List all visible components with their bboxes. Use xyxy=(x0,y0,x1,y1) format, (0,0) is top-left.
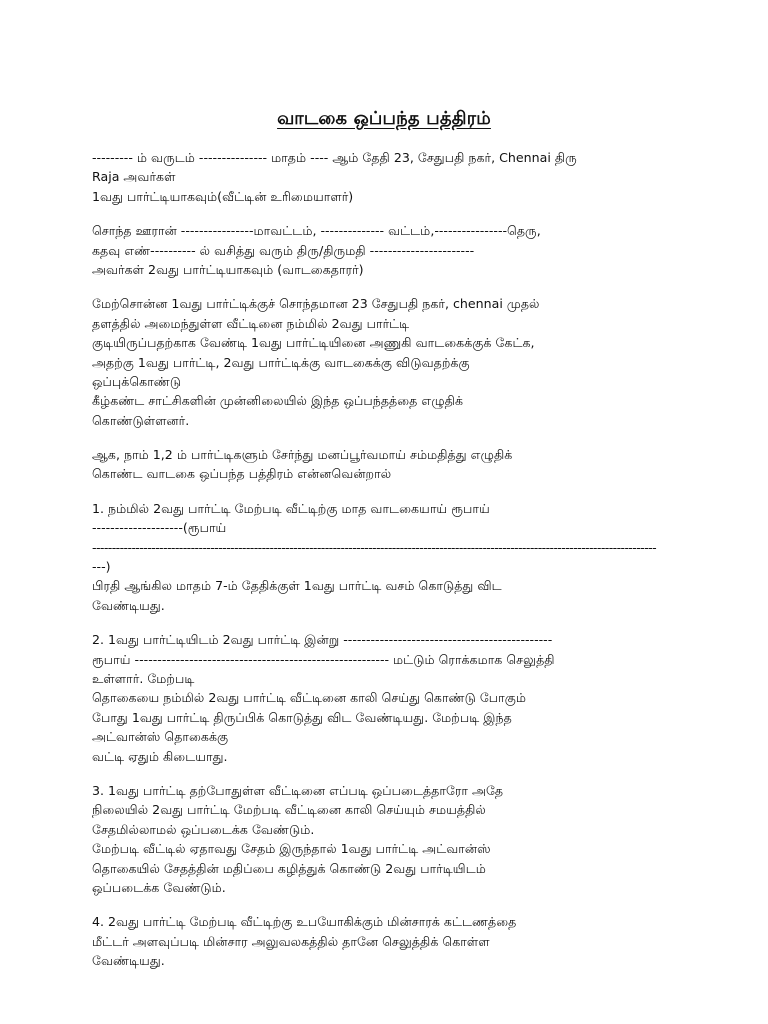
paragraph-line: தொகையை நம்மில் 2வது பார்ட்டி வீட்டினை காலி செய்து கொண்டு போகும் xyxy=(92,690,526,706)
paragraph-line: மேற்படி வீட்டில் ஏதாவது சேதம் இருந்தால் 1வது பார்ட்டி அட்வான்ஸ் xyxy=(92,841,491,857)
paragraph-line: மீட்டர் அளவுப்படி மின்சார அலுவலகத்தில் தானே செலுத்திக் கொள்ள xyxy=(92,933,490,949)
paragraph-agreement-intro xyxy=(92,445,682,484)
clause-1 xyxy=(92,499,682,615)
paragraph-line: உள்ளார். மேற்படி xyxy=(92,670,195,686)
paragraph-line: ஒப்புக்கொண்டு xyxy=(92,373,182,389)
paragraph-line: சொந்த ஊரான் ----------------மாவட்டம், -------------- வட்டம்,----------------தெரு, xyxy=(92,223,541,239)
paragraph-line: Raja அவர்கள் xyxy=(92,169,176,185)
paragraph-line: வேண்டியது. xyxy=(92,597,165,613)
paragraph-line: ரூபாய் -------------------------------------------------------- மட்டும் ரொக்கமாக செலுத்தி xyxy=(92,651,555,667)
paragraph-line: சேதமில்லாமல் ஒப்படைக்க வேண்டும். xyxy=(92,821,315,837)
paragraph-line: மேற்சொன்ன 1வது பார்ட்டிக்குச் சொந்தமான 23 சேதுபதி நகர், chennai முதல் xyxy=(92,296,540,312)
paragraph-line: போது 1வது பார்ட்டி திருப்பிக் கொடுத்து விட வேண்டியது. மேற்படி இந்த xyxy=(92,709,512,725)
paragraph-line: 2. 1வது பார்ட்டியிடம் 2வது பார்ட்டி இன்று ---------------------------------------------- xyxy=(92,632,553,648)
paragraph-line: அதற்கு 1வது பார்ட்டி, 2வது பார்ட்டிக்கு வாடகைக்கு விடுவதற்க்கு xyxy=(92,354,470,370)
paragraph-line: கீழ்கண்ட சாட்சிகளின் முன்னிலையில் இந்த ஒப்பந்தத்தை எழுதிக் xyxy=(92,393,464,409)
paragraph-line: 1வது பார்ட்டியாகவும்(வீட்டின் உரிமையாளர்) xyxy=(92,188,354,204)
amount-blank-line: ----------------------------------------------------------------------------------------------------------------------------------------------- xyxy=(92,539,657,555)
paragraph-line: கதவு எண்---------- ல் வசித்து வரும் திரு/திருமதி ----------------------- xyxy=(92,242,475,258)
paragraph-line: அவர்கள் 2வது பார்ட்டியாகவும் (வாடகைதாரர்) xyxy=(92,261,364,277)
paragraph-spacer xyxy=(92,484,682,499)
paragraph-spacer xyxy=(92,766,682,781)
clause-2 xyxy=(92,630,682,766)
paragraph-spacer xyxy=(92,206,682,221)
paragraph-line: 1. நம்மில் 2வது பார்ட்டி மேற்படி வீட்டிற்கு மாத வாடகையாய் ரூபாய் xyxy=(92,500,490,516)
paragraph-line: ஒப்படைக்க வேண்டும். xyxy=(92,879,226,895)
paragraph-line: கொண்டுள்ளனர். xyxy=(92,412,190,428)
paragraph-preamble xyxy=(92,294,682,430)
paragraph-line: கொண்ட வாடகை ஒப்பந்த பத்திரம் என்னவென்றால் xyxy=(92,466,392,482)
paragraph-line: நிலையில் 2வது பார்ட்டி மேற்படி வீட்டினை காலி செய்யும் சமயத்தில் xyxy=(92,802,486,818)
paragraph-line: பிரதி ஆங்கில மாதம் 7-ம் தேதிக்குள் 1வது பார்ட்டி வசம் கொடுத்து விட xyxy=(92,578,502,594)
paragraph-spacer xyxy=(92,897,682,912)
paragraph-line: --------------------(ரூபாய் xyxy=(92,520,227,536)
paragraph-line: --------- ம் வருடம் --------------- மாதம் ---- ஆம் தேதி 23, சேதுபதி நகர், Chennai திரு xyxy=(92,150,577,165)
clause-4 xyxy=(92,912,682,970)
paragraph-line: 3. 1வது பார்ட்டி தற்போதுள்ள வீட்டினை எப்படி ஒப்படைத்தாரோ அதே xyxy=(92,782,504,798)
paragraph-intro xyxy=(92,148,682,206)
paragraph-line: தொகையில் சேதத்தின் மதிப்பை கழித்துக் கொண்டு 2வது பார்டியிடம் xyxy=(92,860,486,876)
paragraph-spacer xyxy=(92,279,682,294)
paragraph-spacer xyxy=(92,615,682,630)
paragraph-line: குடியிருப்பதற்காக வேண்டி 1வது பார்ட்டியினை அணுகி வாடகைக்குக் கேட்க, xyxy=(92,335,535,351)
paragraph-line: அட்வான்ஸ் தொகைக்கு xyxy=(92,729,229,745)
paragraph-spacer xyxy=(92,430,682,445)
clause-3 xyxy=(92,781,682,897)
paragraph-line: ---) xyxy=(92,559,111,575)
paragraph-second-party xyxy=(92,221,682,279)
paragraph-line: தளத்தில் அமைந்துள்ள வீட்டினை நம்மில் 2வது பார்ட்டி xyxy=(92,315,410,331)
paragraph-line: ஆக, நாம் 1,2 ம் பார்ட்டிகளும் சேர்ந்து மனப்பூர்வமாய் சம்மதித்து எழுதிக் xyxy=(92,447,513,463)
document-body xyxy=(92,148,682,970)
paragraph-line: 4. 2வது பார்ட்டி மேற்படி வீட்டிற்கு உபயோகிக்கும் மின்சாரக் கட்டணத்தை xyxy=(92,914,517,930)
paragraph-line: வேண்டியது. xyxy=(92,953,165,969)
document-title: வாடகை ஒப்பந்த பத்திரம் xyxy=(277,108,491,129)
paragraph-line: வட்டி ஏதும் கிடையாது. xyxy=(92,748,228,764)
